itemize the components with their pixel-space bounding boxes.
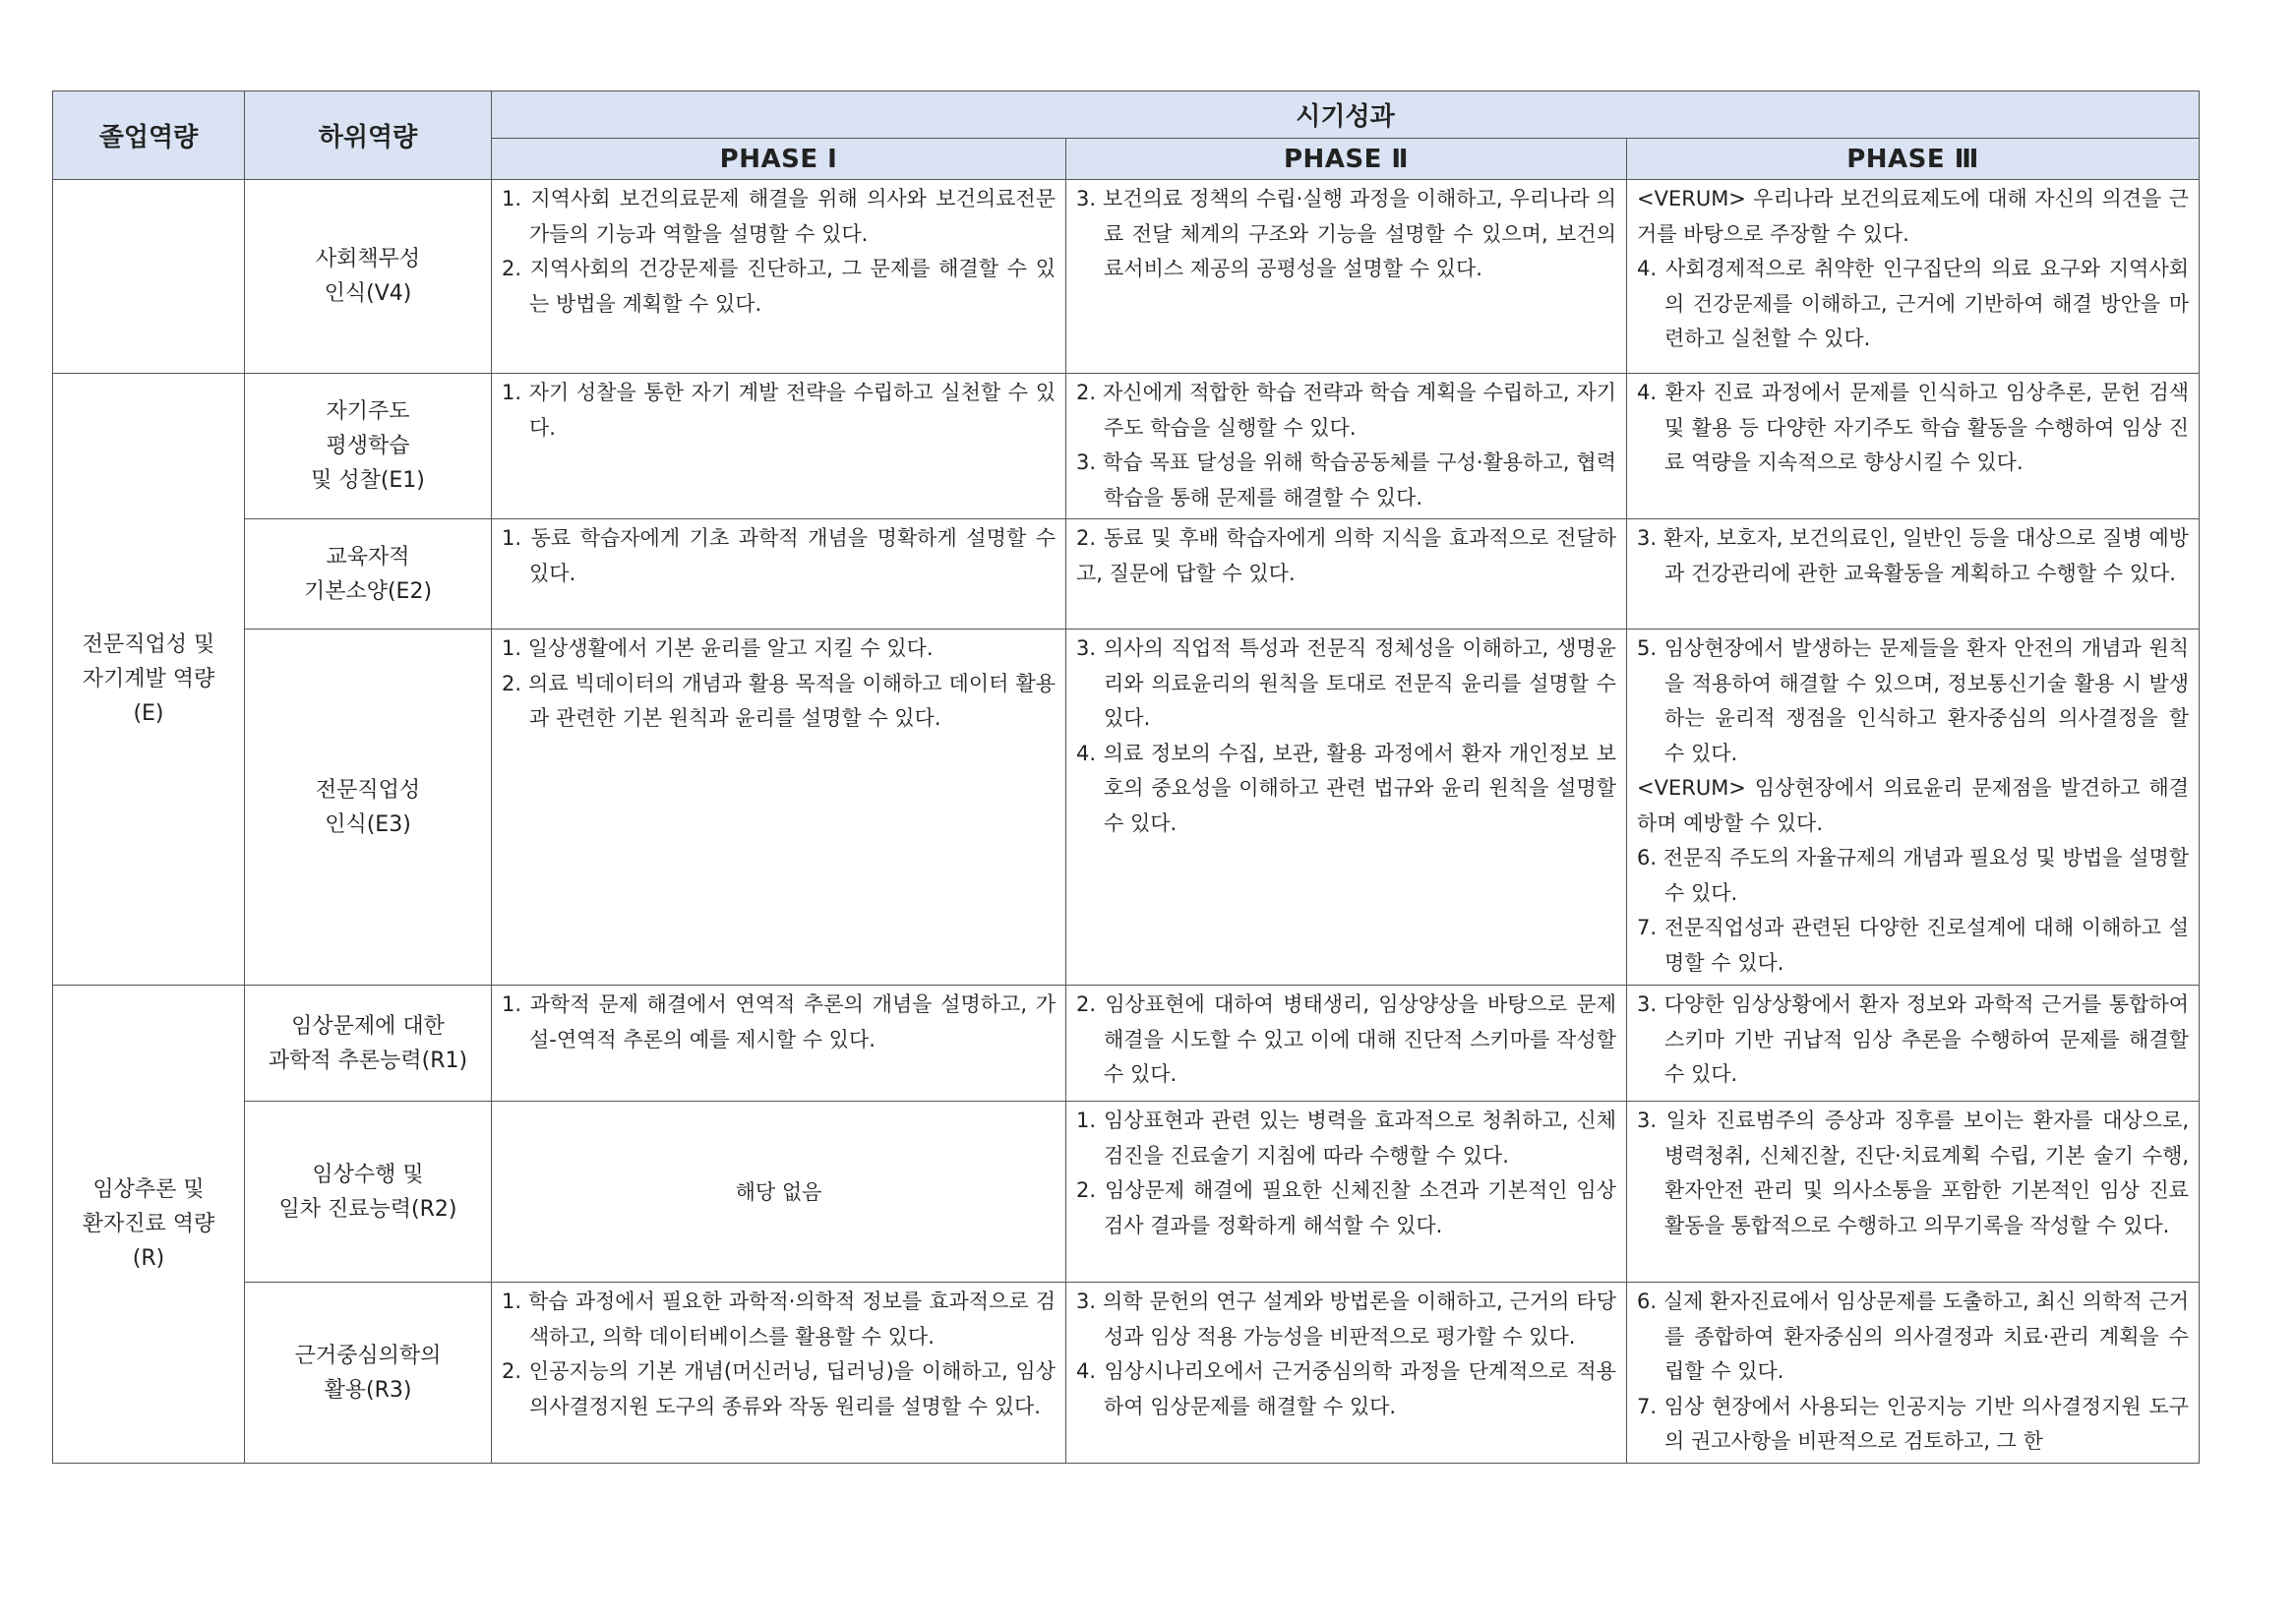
phase3-cell (1627, 374, 2200, 519)
outcome-item: 7. 임상 현장에서 사용되는 인공지능 기반 의사결정지원 도구의 권고사항을 비판적으로 검토하고, 그 한 (1637, 1394, 2190, 1453)
phase2-cell (1066, 374, 1627, 519)
phase3-cell (1627, 180, 2200, 374)
outcome-item: 4. 사회경제적으로 취약한 인구집단의 의료 요구와 지역사회의 건강문제를 이해하고, 근거에 기반하여 해결 방안을 마련하고 실천할 수 있다. (1637, 257, 2190, 350)
header-period-outcome: 시기성과 (492, 91, 2200, 139)
phase2-cell (1066, 630, 1627, 986)
outcome-item: 1. 동료 학습자에게 기초 과학적 개념을 명확하게 설명할 수 있다. (502, 526, 1056, 585)
sub-competency-label: 임상문제에 대한 과학적 추론능력(R1) (245, 986, 492, 1102)
sub-competency-label: 교육자적 기본소양(E2) (245, 519, 492, 630)
outcome-item: 1. 일상생활에서 기본 윤리를 알고 지킬 수 있다. (502, 636, 934, 660)
phase3-cell (1627, 1283, 2200, 1464)
table-row (53, 180, 2200, 374)
phase3-cell (1627, 986, 2200, 1102)
header-phase-2: PHASE Ⅱ (1066, 139, 1627, 180)
phase3-cell (1627, 1102, 2200, 1283)
phase2-cell (1066, 1283, 1627, 1464)
phase1-cell (492, 630, 1066, 986)
table-row (53, 630, 2200, 986)
group-label-empty (53, 180, 245, 374)
table-row (53, 1283, 2200, 1464)
outcome-item: <VERUM> 임상현장에서 의료윤리 문제점을 발견하고 해결하며 예방할 수 있다. (1637, 776, 2190, 835)
outcome-item: <VERUM> 우리나라 보건의료제도에 대해 자신의 의견을 근거를 바탕으로 주장할 수 있다. (1637, 187, 2190, 246)
outcome-item: 1. 학습 과정에서 필요한 과학적·의학적 정보를 효과적으로 검색하고, 의학 데이터베이스를 활용할 수 있다. (502, 1290, 1056, 1349)
sub-competency-label: 자기주도 평생학습 및 성찰(E1) (245, 374, 492, 519)
outcome-item: 1. 과학적 문제 해결에서 연역적 추론의 개념을 설명하고, 가설-연역적 추론의 예를 제시할 수 있다. (502, 992, 1056, 1051)
outcome-item: 2. 의료 빅데이터의 개념과 활용 목적을 이해하고 데이터 활용과 관련한 기본 원칙과 윤리를 설명할 수 있다. (502, 671, 1056, 730)
phase1-cell-not-applicable: 해당 없음 (492, 1102, 1066, 1283)
sub-competency-label: 전문직업성 인식(E3) (245, 630, 492, 986)
outcome-item: 3. 다양한 임상상황에서 환자 정보와 과학적 근거를 통합하여 스키마 기반 귀납적 임상 추론을 수행하여 문제를 해결할 수 있다. (1637, 992, 2190, 1086)
table-row (53, 374, 2200, 519)
sub-competency-label: 사회책무성 인식(V4) (245, 180, 492, 374)
competency-table (52, 90, 2200, 1464)
outcome-item: 2. 임상문제 해결에 필요한 신체진찰 소견과 기본적인 임상검사 결과를 정확하게 해석할 수 있다. (1076, 1178, 1616, 1237)
phase2-cell (1066, 180, 1627, 374)
group-label-e: 전문직업성 및 자기계발 역량 (E) (53, 374, 245, 986)
outcome-item: 2. 동료 및 후배 학습자에게 의학 지식을 효과적으로 전달하고, 질문에 답할 수 있다. (1076, 526, 1616, 585)
outcome-item: 2. 자신에게 적합한 학습 전략과 학습 계획을 수립하고, 자기주도 학습을 실행할 수 있다. (1076, 381, 1616, 440)
outcome-item: 6. 실제 환자진료에서 임상문제를 도출하고, 최신 의학적 근거를 종합하여 환자중심의 의사결정과 치료·관리 계획을 수립할 수 있다. (1637, 1290, 2190, 1383)
outcome-item: 6. 전문직 주도의 자율규제의 개념과 필요성 및 방법을 설명할 수 있다. (1637, 846, 2190, 905)
phase2-cell (1066, 1102, 1627, 1283)
phase1-cell (492, 519, 1066, 630)
outcome-item: 4. 의료 정보의 수집, 보관, 활용 과정에서 환자 개인정보 보호의 중요성을 이해하고 관련 법규와 윤리 원칙을 설명할 수 있다. (1076, 741, 1616, 835)
table-row (53, 519, 2200, 630)
phase1-cell (492, 1283, 1066, 1464)
group-label-r: 임상추론 및 환자진료 역량 (R) (53, 986, 245, 1464)
outcome-item: 2. 임상표현에 대하여 병태생리, 임상양상을 바탕으로 문제해결을 시도할 수 있고 이에 대해 진단적 스키마를 작성할 수 있다. (1076, 992, 1616, 1086)
phase1-cell (492, 986, 1066, 1102)
outcome-item: 3. 의학 문헌의 연구 설계와 방법론을 이해하고, 근거의 타당성과 임상 적용 가능성을 비판적으로 평가할 수 있다. (1076, 1290, 1616, 1349)
outcome-item: 4. 환자 진료 과정에서 문제를 인식하고 임상추론, 문헌 검색 및 활용 등 다양한 자기주도 학습 활동을 수행하여 임상 진료 역량을 지속적으로 향상시킬 수 있다. (1637, 381, 2190, 474)
phase3-cell (1627, 630, 2200, 986)
outcome-item: 7. 전문직업성과 관련된 다양한 진로설계에 대해 이해하고 설명할 수 있다. (1637, 916, 2190, 975)
header-graduation-competency: 졸업역량 (53, 91, 245, 180)
outcome-item: 4. 임상시나리오에서 근거중심의학 과정을 단계적으로 적용하여 임상문제를 해결할 수 있다. (1076, 1359, 1616, 1418)
outcome-item: 2. 인공지능의 기본 개념(머신러닝, 딥러닝)을 이해하고, 임상의사결정지원 도구의 종류와 작동 원리를 설명할 수 있다. (502, 1359, 1056, 1418)
outcome-item: 3. 환자, 보호자, 보건의료인, 일반인 등을 대상으로 질병 예방과 건강관리에 관한 교육활동을 계획하고 수행할 수 있다. (1637, 526, 2190, 585)
outcome-item: 3. 일차 진료범주의 증상과 징후를 보이는 환자를 대상으로, 병력청취, 신체진찰, 진단·치료계획 수립, 기본 술기 수행, 환자안전 관리 및 의사소통을 포함한 기본적인 임상 진료 활동을 통합적으로 수행하고 의무기록을 작성할 수 있다. (1637, 1109, 2190, 1237)
header-phase-1: PHASE Ⅰ (492, 139, 1066, 180)
sub-competency-label: 임상수행 및 일차 진료능력(R2) (245, 1102, 492, 1283)
header-phase-3: PHASE Ⅲ (1627, 139, 2200, 180)
outcome-item: 3. 학습 목표 달성을 위해 학습공동체를 구성·활용하고, 협력 학습을 통해 문제를 해결할 수 있다. (1076, 450, 1616, 510)
outcome-item: 3. 보건의료 정책의 수립·실행 과정을 이해하고, 우리나라 의료 전달 체계의 구조와 기능을 설명할 수 있으며, 보건의료서비스 제공의 공평성을 설명할 수 있다. (1076, 187, 1616, 280)
table-row (53, 1102, 2200, 1283)
outcome-item: 1. 임상표현과 관련 있는 병력을 효과적으로 청취하고, 신체 검진을 진료술기 지침에 따라 수행할 수 있다. (1076, 1109, 1616, 1168)
header-sub-competency: 하위역량 (245, 91, 492, 180)
outcome-item: 2. 지역사회의 건강문제를 진단하고, 그 문제를 해결할 수 있는 방법을 계획할 수 있다. (502, 257, 1056, 316)
outcome-item: 5. 임상현장에서 발생하는 문제들을 환자 안전의 개념과 원칙을 적용하여 해결할 수 있으며, 정보통신기술 활용 시 발생하는 윤리적 쟁점을 인식하고 환자중심의 의사결정을 할 수 있다. (1637, 636, 2190, 765)
phase3-cell (1627, 519, 2200, 630)
phase1-cell (492, 180, 1066, 374)
sub-competency-label: 근거중심의학의 활용(R3) (245, 1283, 492, 1464)
phase2-cell (1066, 986, 1627, 1102)
phase2-cell (1066, 519, 1627, 630)
outcome-item: 3. 의사의 직업적 특성과 전문직 정체성을 이해하고, 생명윤리와 의료윤리의 원칙을 토대로 전문직 윤리를 설명할 수 있다. (1076, 636, 1616, 730)
phase1-cell (492, 374, 1066, 519)
outcome-item: 1. 지역사회 보건의료문제 해결을 위해 의사와 보건의료전문가들의 기능과 역할을 설명할 수 있다. (502, 187, 1056, 246)
outcome-item: 1. 자기 성찰을 통한 자기 계발 전략을 수립하고 실천할 수 있다. (502, 381, 1056, 440)
table-row (53, 986, 2200, 1102)
